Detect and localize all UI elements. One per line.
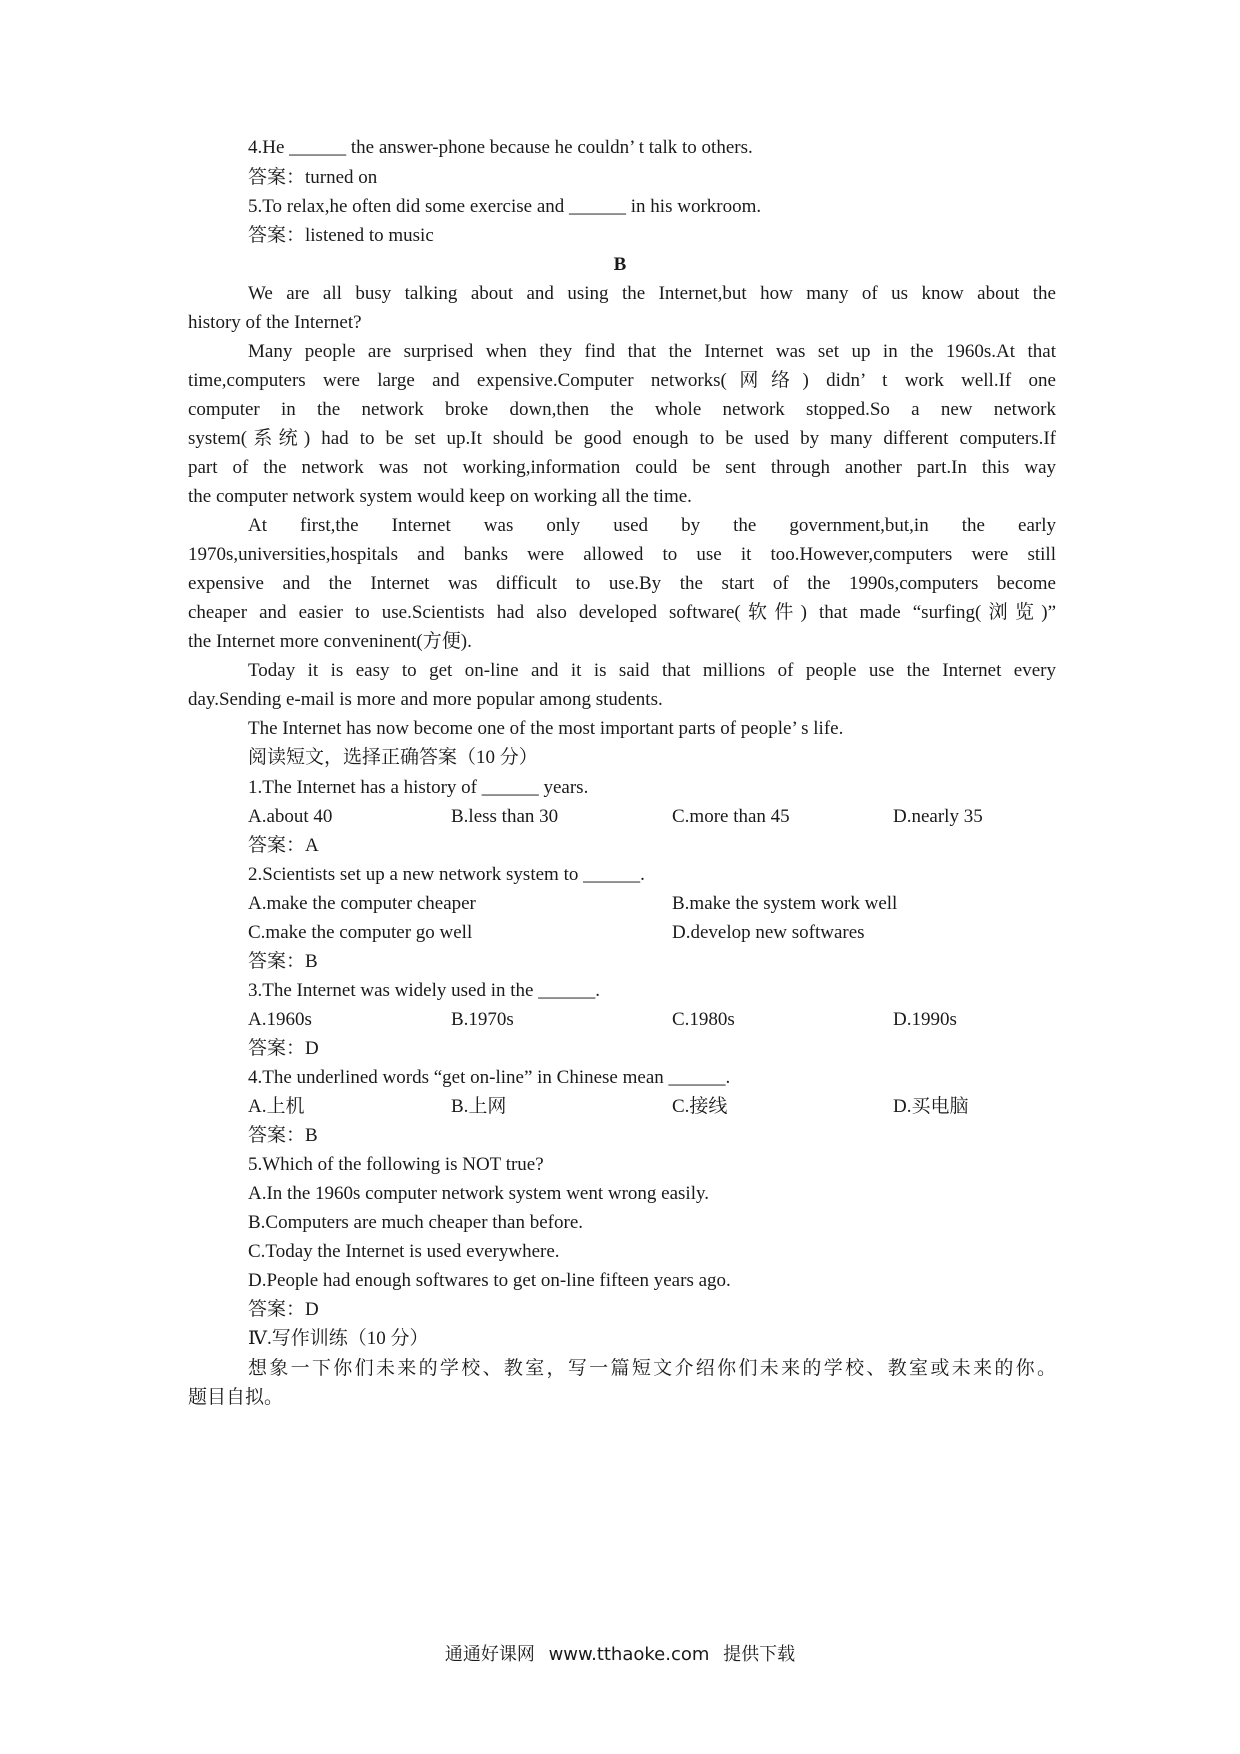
answer-4-top: 答案：turned on	[248, 167, 378, 188]
question-4: 4.The underlined words “get on-line” in Chinese mean ______.	[248, 1067, 731, 1088]
question-2: 2.Scientists set up a new network system to ______.	[248, 864, 645, 885]
q3-option-d: D.1990s	[893, 1009, 957, 1030]
q5-option-b: B.Computers are much cheaper than before.	[248, 1212, 584, 1233]
q5-option-d: D.People had enough softwares to get on-line fifteen years ago.	[248, 1270, 731, 1291]
q4-option-c: C.接线	[672, 1096, 728, 1117]
answer-1: 答案：A	[248, 835, 319, 856]
q1-option-d: D.nearly 35	[893, 806, 983, 827]
footer-site-name: 通通好课网	[444, 1644, 535, 1665]
paragraph-2-line-4: system(系统) had to be set up.It should be good enough to be used by many different computers.If	[188, 428, 1056, 449]
q4-option-d: D.买电脑	[893, 1096, 969, 1117]
paragraph-2-line-2: time,computers were large and expensive.Computer networks(网络) didn’ t work well.If one	[188, 370, 1056, 391]
q2-option-d: D.develop new softwares	[672, 922, 865, 943]
paragraph-4-line-1: Today it is easy to get on-line and it is said that millions of people use the Internet every	[248, 660, 1056, 681]
q5-option-a: A.In the 1960s computer network system went wrong easily.	[248, 1183, 710, 1204]
answer-4: 答案：B	[248, 1125, 318, 1146]
question-5-top: 5.To relax,he often did some exercise and ______ in his workroom.	[248, 196, 762, 217]
paragraph-2-line-6: the computer network system would keep on working all the time.	[188, 486, 692, 507]
paragraph-2-line-1: Many people are surprised when they find that the Internet was set up in the 1960s.At that	[248, 341, 1056, 362]
reading-instruction: 阅读短文，选择正确答案（10 分）	[248, 747, 538, 768]
question-1: 1.The Internet has a history of ______ years.	[248, 777, 589, 798]
q1-option-b: B.less than 30	[451, 806, 559, 827]
q4-option-b: B.上网	[451, 1096, 507, 1117]
writing-prompt-line-2: 题目自拟。	[188, 1387, 284, 1408]
q1-option-c: C.more than 45	[672, 806, 790, 827]
paragraph-3-line-2: 1970s,universities,hospitals and banks were allowed to use it too.However,computers were still	[188, 544, 1056, 565]
q3-option-a: A.1960s	[248, 1009, 312, 1030]
answer-2: 答案：B	[248, 951, 318, 972]
question-3: 3.The Internet was widely used in the ______.	[248, 980, 600, 1001]
paragraph-4-line-2: day.Sending e-mail is more and more popular among students.	[188, 689, 663, 710]
question-4-top: 4.He ______ the answer-phone because he couldn’ t talk to others.	[248, 137, 753, 158]
q3-option-c: C.1980s	[672, 1009, 735, 1030]
q2-option-c: C.make the computer go well	[248, 922, 473, 943]
footer-url[interactable]: www.tthaoke.com	[548, 1644, 710, 1665]
writing-prompt-line-1: 想象一下你们未来的学校、教室，写一篇短文介绍你们未来的学校、教室或未来的你。	[248, 1358, 1056, 1379]
footer	[0, 1640, 1240, 1666]
closing-sentence: The Internet has now become one of the most important parts of people’ s life.	[248, 718, 844, 739]
paragraph-2-line-5: part of the network was not working,information could be sent through another part.In this way	[188, 457, 1056, 478]
paragraph-3-line-4: cheaper and easier to use.Scientists had also developed software(软件) that made “surfing(浏览)”	[188, 602, 1056, 623]
paragraph-3-line-1: At first,the Internet was only used by the government,but,in the early	[248, 515, 1056, 536]
paragraph-3-line-5: the Internet more conveninent(方便).	[188, 631, 472, 652]
q4-option-a: A.上机	[248, 1096, 305, 1117]
footer-note: 提供下载	[723, 1644, 796, 1665]
answer-5: 答案：D	[248, 1299, 319, 1320]
paragraph-3-line-3: expensive and the Internet was difficult to use.By the start of the 1990s,computers become	[188, 573, 1056, 594]
question-5: 5.Which of the following is NOT true?	[248, 1154, 544, 1175]
q5-option-c: C.Today the Internet is used everywhere.	[248, 1241, 560, 1262]
paragraph-1-line-1: We are all busy talking about and using the Internet,but how many of us know about the	[248, 283, 1056, 304]
writing-heading: Ⅳ.写作训练（10 分）	[248, 1328, 429, 1349]
paragraph-1-line-2: history of the Internet?	[188, 312, 362, 333]
section-title: B	[613, 254, 627, 275]
q2-option-a: A.make the computer cheaper	[248, 893, 476, 914]
answer-5-top: 答案：listened to music	[248, 225, 434, 246]
answer-3: 答案：D	[248, 1038, 319, 1059]
q1-option-a: A.about 40	[248, 806, 333, 827]
paragraph-2-line-3: computer in the network broke down,then the whole network stopped.So a new network	[188, 399, 1056, 420]
q2-option-b: B.make the system work well	[672, 893, 898, 914]
q3-option-b: B.1970s	[451, 1009, 514, 1030]
